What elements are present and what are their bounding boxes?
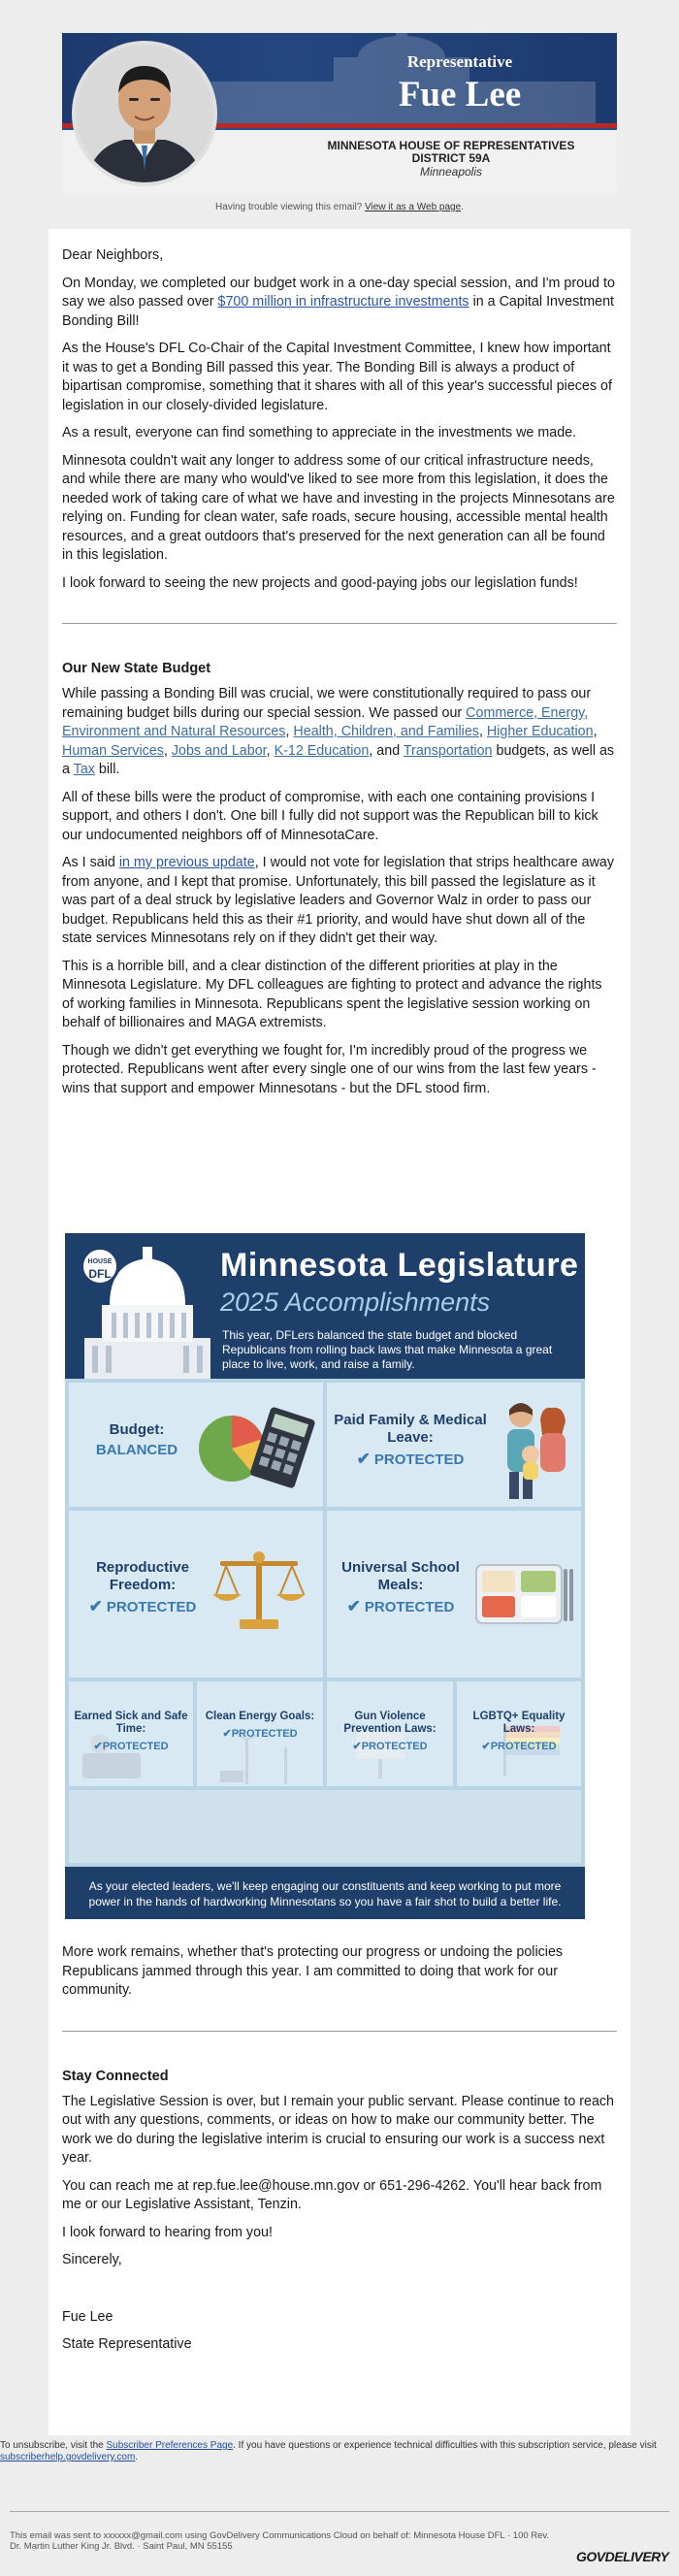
govdelivery-logo: GOVDELIVERY xyxy=(576,2549,669,2564)
view-web-notice: Having trouble viewing this email? View it as a Web page. xyxy=(215,202,464,212)
house-dfl-logo: HOUSE DFL xyxy=(81,1247,119,1286)
signature-name: Fue Lee xyxy=(62,2308,113,2325)
check-icon: ✔ xyxy=(352,1741,362,1752)
infographic-description: This year, DFLers balanced the state budget and blocked Republicans from rolling back laws that make Minnesota a great place to live, work, and raise a family. xyxy=(222,1328,553,1371)
intro-paragraph-2: As the House's DFL Co-Chair of the Capital Investment Committee, I knew how important it was to get a Bonding Bill passed this year. The Bonding Bill is always a product of bipartisan compromise, something that it shares with all of this year's successful pieces of legislation in our closely-divided legislature. xyxy=(62,341,612,413)
district-label: DISTRICT 59A xyxy=(411,151,491,165)
previous-update-link[interactable]: in my previous update xyxy=(118,855,255,870)
subscriber-help-link[interactable]: subscriberhelp.govdelivery.com xyxy=(0,2452,136,2462)
signoff: Sincerely, xyxy=(62,2252,122,2267)
intro-paragraph-5: I look forward to seeing the new projects and good-paying jobs our legislation funds! xyxy=(62,574,578,591)
budget-paragraph-1: While passing a Bonding Bill was crucial, we were constitutionally required to pass our remaining budget bills during our special session. We passed our Commerce, Energy, Environment and Natural Resources, Health, Children, and Families, Higher Education, Human Services, Jobs and Labor, K-12 Education, and Transportation budgets, as well as a Tax bill. xyxy=(62,686,615,777)
infographic-footer: As your elected leaders, we'll keep engaging our constituents and keep working to put more power in the hands of hardworking Minnesotans so you have a fair shot to build a better life. xyxy=(65,1867,585,1919)
transportation-link[interactable]: Transportation xyxy=(403,742,493,759)
closing-paragraph-3: You can reach me at rep.fue.lee@house.mn.gov or 651-296-4262. You'll hear back from me or our Legislative Assistant, Tenzin. xyxy=(62,2177,602,2212)
calculator-pie-icon xyxy=(195,1404,316,1491)
house-name: MINNESOTA HOUSE OF REPRESENTATIVES DISTRICT 59A xyxy=(285,140,617,165)
budget-paragraph-2: All of these bills were the product of compromise, with each one containing provisions I support, and others I don't. One bill I fully did not support was the Republican bill to kick our undocumented neighbors off of MinnesotaCare. xyxy=(62,789,598,843)
closing-paragraph-2: The Legislative Session is over, but I remain your public servant. Please continue to reach out with any questions, comments, or ideas on how to make our community better. The work we do during the legislative interim is crucial to ensuring our work is a success next year. xyxy=(62,2093,615,2166)
portrait-icon xyxy=(76,45,213,182)
tax-link[interactable]: Tax xyxy=(73,762,95,777)
tile-budget: Budget: BALANCED xyxy=(69,1383,323,1507)
tile-gun-violence: Gun Violence Prevention Laws: ✔PROTECTED xyxy=(327,1681,453,1786)
check-icon: ✔ xyxy=(93,1741,103,1752)
tile-school-meals: Universal School Meals: ✔ PROTECTED xyxy=(327,1511,581,1678)
check-icon: ✔ xyxy=(222,1728,232,1740)
lunch-tray-icon xyxy=(472,1561,573,1629)
tile-lgbtq-equality: LGBTQ+ Equality Laws: ✔PROTECTED xyxy=(457,1681,581,1786)
jobs-labor-link[interactable]: Jobs and Labor xyxy=(171,742,267,759)
closing-paragraph-1: More work remains, whether that's protecting our progress or undoing the policies Republicans jammed through this year. I am committed to doing that work for our community. xyxy=(62,1944,564,1998)
tile-sick-time: Earned Sick and Safe Time: ✔PROTECTED xyxy=(69,1681,193,1786)
intro-section xyxy=(62,246,617,1107)
health-link[interactable]: Health, Children, and Families xyxy=(293,724,479,739)
budget-paragraph-3: As I said in my previous update, I would not vote for legislation that strips healthcare away from anyone, and I kept that promise. Unfortunately, this bill passed the legislature as it was part of a deal struck by legislative leaders and Governor Walz in order to pass our budget. Republicans held this as their #1 priority, and would have shut down all of the state services Minnesotans rely on if they didn't get their way. xyxy=(62,855,615,946)
accomplishments-infographic xyxy=(65,1233,585,1919)
commerce-energy-link[interactable]: Commerce, Energy, xyxy=(466,704,589,721)
environment-link[interactable]: Environment and Natural Resources xyxy=(62,724,286,739)
budget-heading: Our New State Budget xyxy=(62,661,211,676)
closing-paragraph-4: I look forward to hearing from you! xyxy=(62,2224,273,2240)
intro-paragraph-3: As a result, everyone can find something to appreciate in the investments we made. xyxy=(62,425,577,440)
human-services-link[interactable]: Human Services xyxy=(62,742,164,759)
infrastructure-link[interactable]: $700 million in infrastructure investments xyxy=(217,294,469,310)
signature-title: State Representative xyxy=(62,2336,192,2352)
infographic-spacer xyxy=(69,1790,581,1863)
infographic-title: Minnesota Legislature xyxy=(220,1247,579,1284)
check-icon: ✔ xyxy=(88,1597,103,1615)
k12-education-link[interactable]: K-12 Education xyxy=(274,742,370,759)
representative-label: Representative xyxy=(406,52,513,71)
representative-name: Fue Lee xyxy=(398,75,522,114)
check-icon: ✔ xyxy=(481,1741,491,1752)
closing-section xyxy=(62,1943,617,2364)
check-icon: ✔ xyxy=(356,1450,371,1468)
subscriber-preferences-link[interactable]: Subscriber Preferences Page xyxy=(106,2440,234,2451)
higher-education-link[interactable]: Higher Education xyxy=(486,724,594,739)
footer-divider xyxy=(10,2511,669,2512)
tile-paid-leave: Paid Family & Medical Leave: ✔ PROTECTED xyxy=(327,1383,581,1507)
avatar xyxy=(72,41,217,186)
tile-reproductive-freedom: Reproductive Freedom: ✔ PROTECTED xyxy=(69,1511,323,1678)
greeting: Dear Neighbors, xyxy=(62,247,164,263)
city-label: Minneapolis xyxy=(419,165,483,179)
check-icon: ✔ xyxy=(346,1597,361,1615)
tile-clean-energy: Clean Energy Goals: ✔PROTECTED xyxy=(197,1681,323,1786)
view-web-link[interactable]: View it as a Web page xyxy=(365,202,462,212)
intro-paragraph-1: On Monday, we completed our budget work in a one-day special session, and I'm proud to say we also passed over $700 million in infrastructure investments in a Capital Investment Bonding Bill! xyxy=(62,275,615,329)
stay-connected-heading: Stay Connected xyxy=(62,2068,169,2084)
infographic-header xyxy=(65,1233,585,1379)
intro-paragraph-4: Minnesota couldn't wait any longer to address some of our critical infrastructure needs, and while there are many who would've liked to see more from this legislation, it does the needed work of taking care of what we have and investing in the projects Minnesotans are relying on. Funding for clean water, safe roads, secure housing, accessible mental health resources, and a great outdoors that's preserved for the next generation can all be found in this legislation. xyxy=(62,452,615,563)
family-icon xyxy=(492,1396,577,1501)
header-banner xyxy=(62,33,617,193)
budget-paragraph-4: This is a horrible bill, and a clear distinction of the different priorities at play in the Minnesota Legislature. My DFL colleagues are fighting to protect and advance the rights of working families in Minnesota. Republicans spent the legislative session working on behalf of billionaires and MAGA extremists. xyxy=(62,958,602,1030)
email-body-card xyxy=(48,229,630,2435)
infographic-subtitle: 2025 Accomplishments xyxy=(220,1288,491,1317)
unsubscribe-notice: To unsubscribe, visit the Subscriber Preferences Page. If you have questions or experience technical difficulties with this subscription service, please visit subscriberhelp.govdelivery.com. xyxy=(0,2440,657,2462)
budget-paragraph-5: Though we didn't get everything we fought for, I'm incredibly proud of the progress we protected. Republicans went after every single one of our wins from the last few years - wins that support and empower Minnesotans - but the DFL stood firm. xyxy=(62,1042,597,1096)
sent-to-notice: This email was sent to xxxxxx@gmail.com using GovDelivery Communications Cloud on behalf of: Minnesota House DFL · 100 Rev. Dr. Martin Luther King Jr. Blvd. · Saint Paul, MN 55155 xyxy=(10,2530,550,2552)
scales-of-justice-icon xyxy=(210,1549,307,1637)
